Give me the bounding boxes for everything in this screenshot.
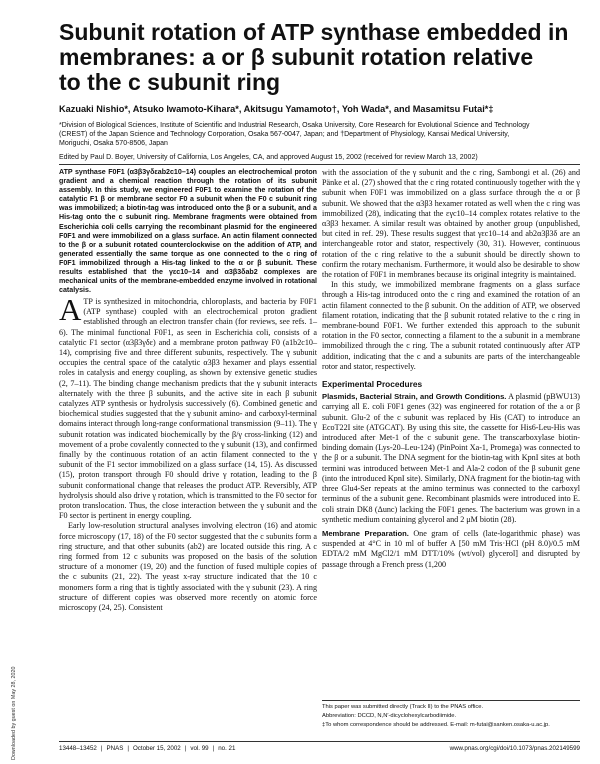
intro-paragraph-1 xyxy=(59,292,317,521)
footer-journal: PNAS xyxy=(106,745,124,752)
footer-issue: no. 21 xyxy=(218,745,236,752)
plasmids-runin-heading: Plasmids, Bacterial Strain, and Growth Conditions. xyxy=(322,392,507,402)
right-paragraph-2: In this study, we immobilized membrane fragments on a glass surface through a His-tag introduced onto the c ring and examined the rotation of an actin filament connected to the β subunit. On the addition of ATP, we observed filament rotation, indicating that the β subunit rotated relative to the c ring in membrane-bound F0F1. We further extended this approach to the subunit rotation in the F0 sector, connecting a filament to the a subunit in a membrane immobilized through the c ring. The a subunit rotated continuously after ATP addition, indicating that the c and a subunits are parts of the interchangeable rotor and stator, respectively. xyxy=(322,280,580,371)
membrane-runin-heading: Membrane Preparation. xyxy=(322,528,409,538)
footer-divider xyxy=(59,741,580,742)
footer-pages: 13448–13452 xyxy=(59,745,97,752)
title-line-2: membranes: a or β subunit rotation relative xyxy=(59,44,534,70)
footnote-abbreviation: Abbreviation: DCCD, N,N′-dicyclohexylcarbodiimide. xyxy=(322,713,457,719)
affiliations xyxy=(59,121,579,148)
section-heading: Experimental Procedures xyxy=(322,379,423,390)
right-paragraph-1: with the association of the γ subunit and the c ring, Sambongi et al. (26) and Pänke et al. (27) showed that the c ring rotated continuously together with the γ subunit when F0F1 was immobilized on a glass surface through the α or β subunit. We showed that the α3β3 hexamer rotated as well when the c ring was immobilized (28), indicating that the εγc10–14 complex rotates relative to the α3β3 hexamer. A similar result was obtained by another group (unpublished, but cited in ref. 29). These results suggest that γεc10–14 and ab2α3β3δ are an interchangeable rotor and stator, respectively (30, 31). However, continuous rotation of the c ring relative to the a subunit should be directly shown to confirm the rotary mechanism. Furthermore, it would also be desirable to show the rotation of F0F1 in membranes because its original integrity is maintained. xyxy=(322,168,580,280)
footnote-correspondence: ‡To whom correspondence should be addressed. E-mail: m-futai@sanken.osaka-u.ac.jp. xyxy=(322,722,550,728)
affiliation-line-1: *Division of Biological Sciences, Institute of Scientific and Industrial Research, Osaka University, Core Research for Evolutional Science and Technology xyxy=(59,122,530,129)
author-list: Kazuaki Nishio*, Atsuko Iwamoto-Kihara*, Akitsugu Yamamoto†, Yoh Wada*, and Masamitsu Futai*‡ xyxy=(59,104,494,114)
abstract: ATP synthase F0F1 (α3β3γδεab2c10–14) couples an electrochemical proton gradient and a chemical reaction through the rotation of its subunit assembly. In this study, we engineered F0F1 to examine the rotation of the catalytic F1 β or membrane sector F0 a subunit when the F0 c subunit ring was immobilized; a biotin-tag was introduced onto the β or a subunit, and a His-tag onto the c subunit ring. Membrane fragments were obtained from Escherichia coli cells carrying the recombinant plasmid for the engineered F0F1 and were immobilized on a glass surface. An actin filament connected to the β or a subunit rotated counterclockwise on the addition of ATP, and generated essentially the same torque as one connected to the c ring of F0F1 immobilized through a His-tag linked to the α or β subunit. These results established that the γεc10–14 and α3β3δab2 complexes are mechanical units of the membrane-embedded enzyme involved in rotational catalysis. xyxy=(59,168,317,295)
footer-doi-link[interactable]: www.pnas.org/cgi/doi/10.1073/pnas.202149599 xyxy=(449,745,580,752)
drop-cap: A xyxy=(59,292,82,327)
intro-paragraph-2: Early low-resolution structural analyses involving electron (16) and atomic force microscopy (17, 18) of the F0 sector suggested that the c subunits form a ring structure, and that other subunits (ab2) are located outside this ring. A c ring formed from 12 c subunits was proposed on the basis of the solution structure of a monomer (19, 20) and the function of fused multiple copies of the c subunits (21, 22). The yeast x-ray structure indicated that the 10 c monomers form a ring that is tightly associated with the γ subunit (23). A ring structure of different copies was observed more recently on atomic force microscopy (24, 25). Consistent xyxy=(59,521,317,613)
affiliation-line-3: Moriguchi, Osaka 570-8506, Japan xyxy=(59,140,168,147)
membrane-paragraph xyxy=(322,529,580,570)
footnote-submission: This paper was submitted directly (Track II) to the PNAS office. xyxy=(322,704,484,710)
footnote-divider xyxy=(322,700,580,701)
intro-paragraph-1-text: TP is synthesized in mitochondria, chloroplasts, and bacteria by F0F1 (ATP synthase) coupled with an electrochemical proton gradient established through an electron transfer chain (for reviews, see refs. 1–6). The minimal functional F0F1, as seen in Escherichia coli, consists of a catalytic F1 sector (α3β3γδε) and a membrane proton pathway F0 (a1b2c10–14), comprising five and three different subunits, respectively. The γ subunit occupies the central space of the catalytic α3β3 hexamer and plays essential roles in catalysis and energy coupling, as shown by extensive genetic studies (2, 7–11). The binding change mechanism predicts that the γ subunit interacts alternately with the three β subunits, and the active site in each β subunit catalyzes ATP synthesis or hydrolysis successively (6). Combined genetic and biochemical studies suggested that the γ subunit amino- and carboxyl-terminal domains interact through long-range conformational transmission (9–11). The γ subunit rotation was indicated biochemically by the β/γ cross-linking (12) and movement of a probe covalently connected to the γ subunit (13), and confirmed finally by the continuous rotation of an actin filament connected to the γ subunit of the F1 sector immobilized on a glass surface (14, 15). As discussed (15), proton transport through F0 should drive γ rotation, leading to the β subunit conformational change that releases the product ATP. Reversibly, ATP hydrolysis should also drive γ rotation, which is transmitted to the F0 sector for proton translocation. Thus, the close interaction between the γ subunit and the F0 sector is pertinent in energy coupling. xyxy=(59,297,317,521)
body-column-right xyxy=(322,168,580,570)
download-notice: Downloaded by guest on May 28, 2020 xyxy=(11,666,17,760)
page-footer xyxy=(59,745,580,755)
header-divider xyxy=(59,164,580,165)
footer-citation: 13448–13452 | PNAS | October 15, 2002 | vol. 99 | no. 21 xyxy=(59,745,236,752)
plasmids-paragraph xyxy=(322,392,580,525)
footnotes xyxy=(322,703,580,730)
footer-date: October 15, 2002 xyxy=(132,745,181,752)
affiliation-line-2: (CREST) of the Japan Science and Technology Corporation, Osaka 567-0047, Japan; and †Department of Physiology, Kansai Medical University, xyxy=(59,131,510,138)
edited-by-note: Edited by Paul D. Boyer, University of California, Los Angeles, CA, and approved August 15, 2002 (received for review March 13, 2002) xyxy=(59,154,478,161)
body-column-left xyxy=(59,292,317,613)
membrane-text: One gram of cells (late-logarithmic phase) was suspended at 4°C in 10 ml of buffer A [50 mM Tris·HCl (pH 8.0)/0.5 mM EDTA/2 mM MgCl2/1 mM DTT/10% (wt/vol) glycerol] and disrupted by passage through a French press (1,200 xyxy=(322,528,580,569)
plasmids-text: A plasmid (pBWU13) carrying all E. coli F0F1 genes (32) was engineered for rotation of the a or β subunit. Glu-2 of the c subunit was replaced by His (CAT) to introduce an EcoT22I site (ATGCAT). By using this site, the cassette for His6-Leu-His was introduced after Met-1 of the c subunit gene. The transcarboxylase biotin-binding domain (Lys-20–Leu-124) (PinPoint Xa-1, Promega) was connected to the β or a subunit. The DNA segment for the biotin-tag with KpnI sites at both termini was introduced between Met-1 and Ala-2 codon of the β subunit gene (into the introduced KpnI site). Similarly, DNA fragment for the biotin-tag with three Glu4-Ser repeats at the amino terminus was connected to the carboxyl terminus of the a subunit gene. Recombinant plasmids were introduced into E. coli strain DK8 (Δunc) lacking the F0F1 genes. The bacterium was grown in a synthetic medium containing glycerol and 2 μM biotin (28). xyxy=(322,392,580,524)
title-line-1: Subunit rotation of ATP synthase embedded in xyxy=(59,19,569,45)
title-line-3: to the c subunit ring xyxy=(59,69,281,95)
footer-volume: vol. 99 xyxy=(190,745,209,752)
article-title xyxy=(59,20,579,95)
